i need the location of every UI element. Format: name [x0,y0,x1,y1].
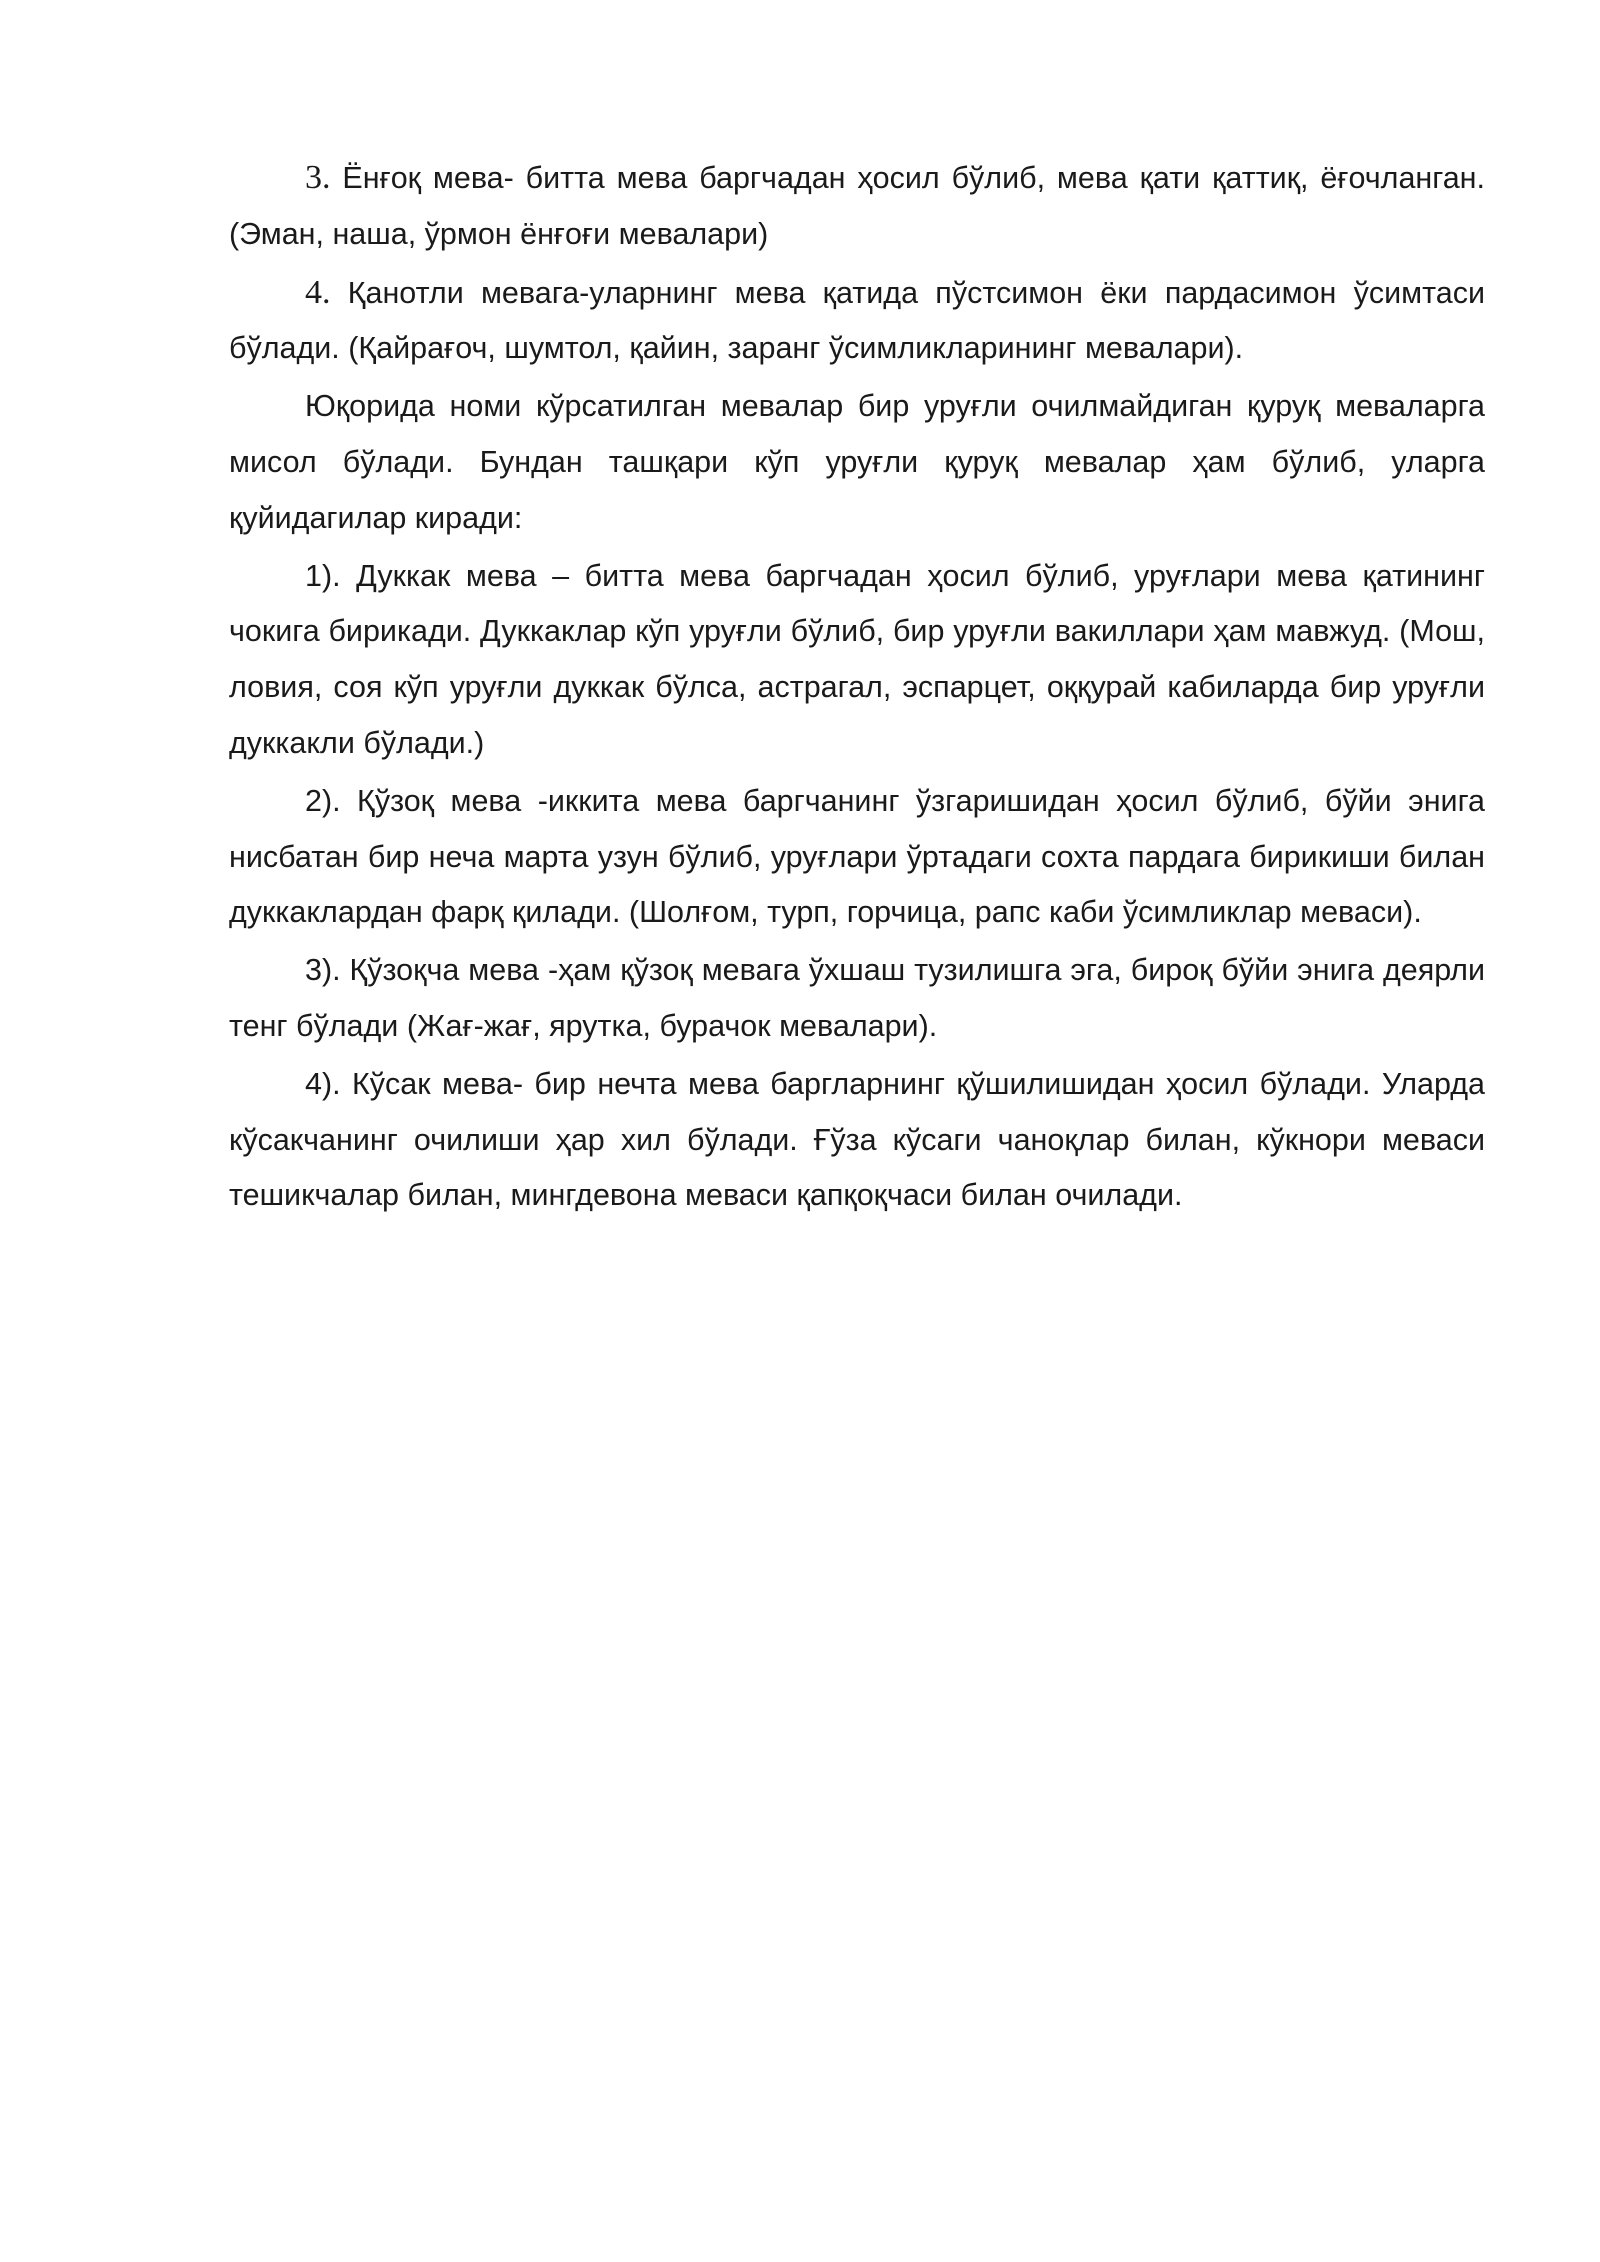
paragraph-winged-fruit [229,265,1485,378]
paragraph-text: 4). Кўсак мева- бир нечта мева баргларнинг қўшилишидан ҳосил бўлади. Уларда кўсакчанинг очилиши ҳар хил бўлади. Ғўза кўсаги чаноқлар билан, кўкнори меваси тешикчалар билан, мингдевона меваси қапқоқчаси билан очилади. [229,1066,1485,1213]
paragraph-text: Қанотли мевага-уларнинг мева қатида пўстсимон ёки пардасимон ўсимтаси бўлади. (Қайрағоч, шумтол, қайин, заранг ўсимликларининг мевалари). [229,275,1485,366]
paragraph-number: 4. [305,273,331,311]
paragraph-summary [229,379,1485,546]
paragraph-text: 3). Қўзоқча мева -ҳам қўзоқ мевага ўхшаш тузилишга эга, бироқ бўйи энига деярли тенг бўлади (Жағ-жағ, ярутка, бурачок мевалари). [229,953,1485,1043]
paragraph-silicle [229,943,1485,1055]
paragraph-legume [229,549,1485,772]
paragraph-number: 3. [305,159,331,196]
paragraph-text: Ёнғоқ мева- битта мева баргчадан ҳосил бўлиб, мева қати қаттиқ, ёғочланган. (Эман, наша, ўрмон ёнғоғи мевалари) [229,161,1485,251]
paragraph-text: 1). Дуккак мева – битта мева баргчадан ҳосил бўлиб, уруғлари мева қатининг чокига бирикади. Дуккаклар кўп уруғли бўлиб, бир уруғли вакиллари ҳам мавжуд. (Мош, ловия, соя кўп уруғли дуккак бўлса, астрагал, эспарцет, оққурай кабиларда бир уруғли дуккакли бўлади.) [229,558,1485,760]
paragraph-silique [229,774,1485,941]
paragraph-capsule [229,1057,1485,1224]
paragraph-nut-fruit [229,150,1485,263]
document-page [229,150,1485,1224]
paragraph-text: 2). Қўзоқ мева -иккита мева баргчанинг ўзгаришидан ҳосил бўлиб, бўйи энига нисбатан бир неча марта узун бўлиб, уруғлари ўртадаги сохта пардага бирикиши билан дуккаклардан фарқ қилади. (Шолғом, турп, горчица, рапс каби ўсимликлар меваси). [229,783,1485,930]
paragraph-text: Юқорида номи кўрсатилган мевалар бир уруғли очилмайдиган қуруқ меваларга мисол бўлади. Бундан ташқари кўп уруғли қуруқ мевалар ҳам бўлиб, уларга қуйидагилар киради: [229,389,1485,535]
